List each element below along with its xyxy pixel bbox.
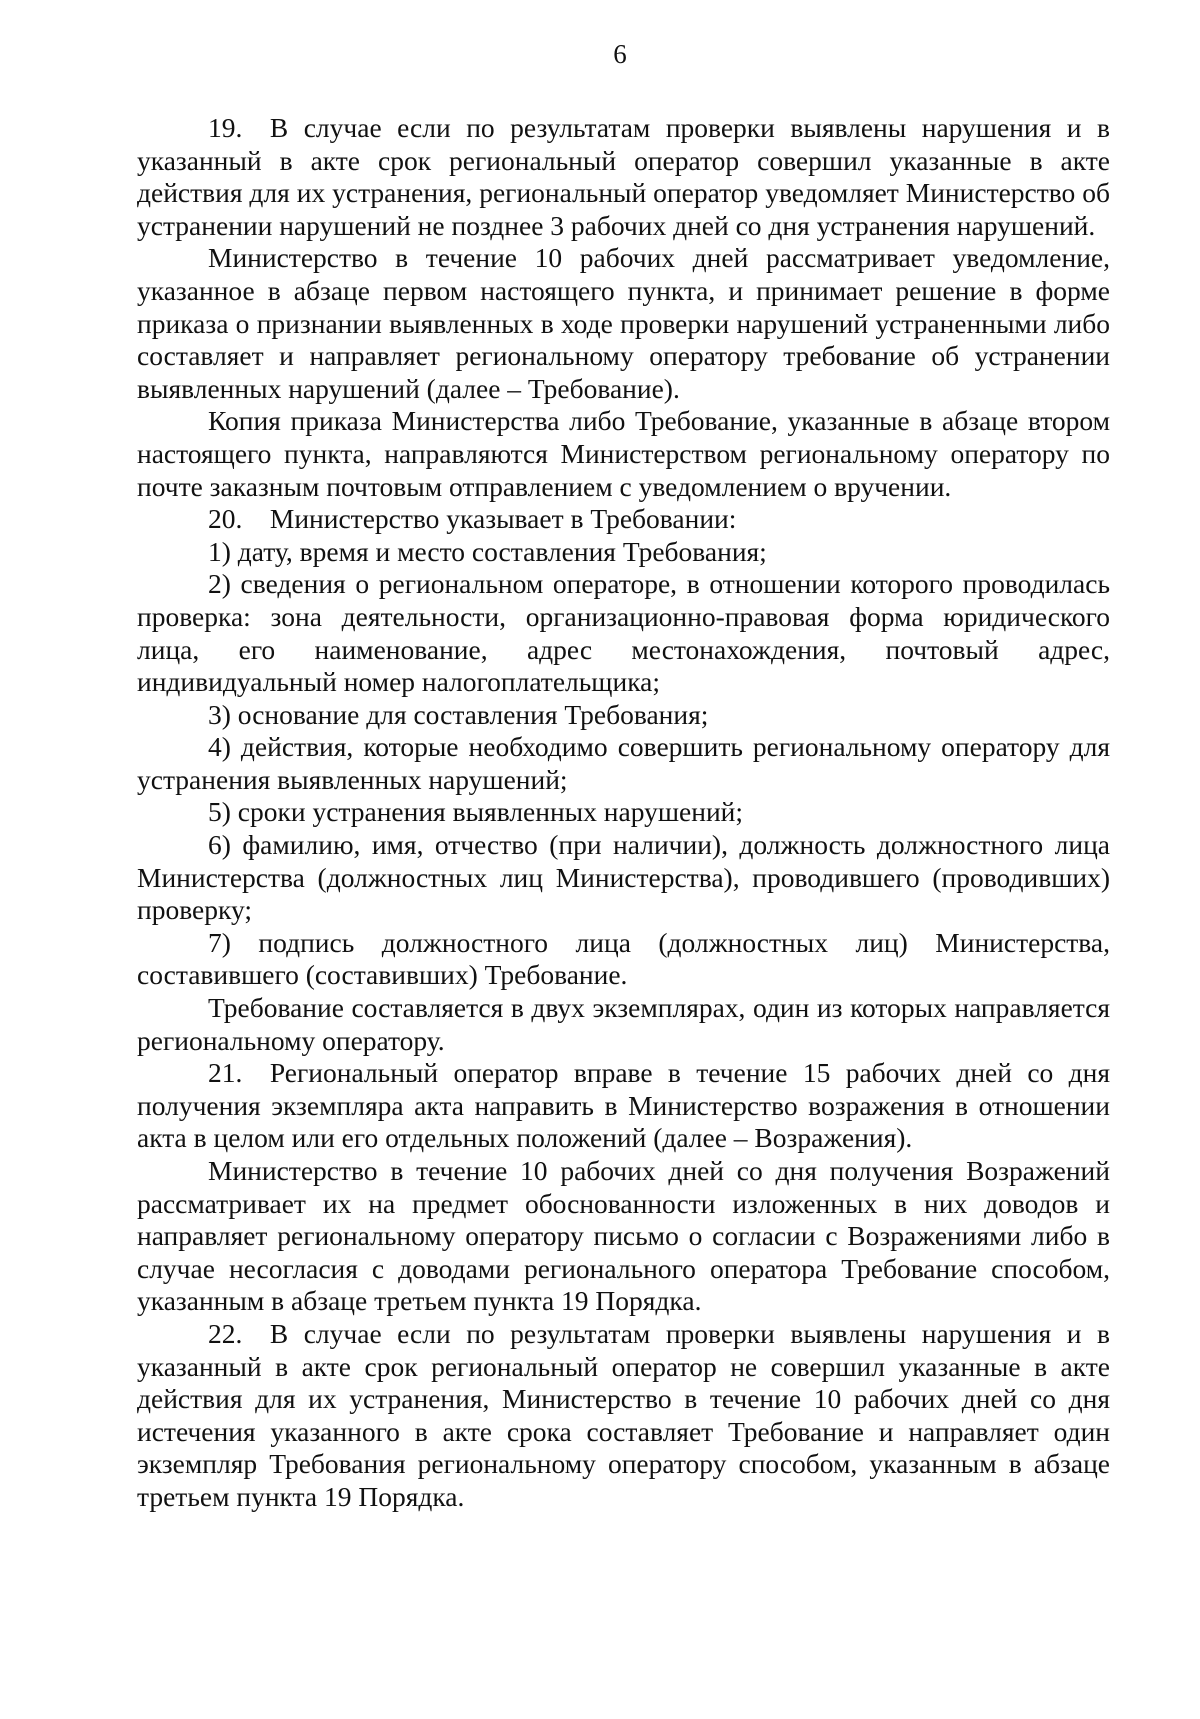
- list-item-3: 3) основание для составления Требования;: [208, 698, 709, 730]
- paragraph-19: 19. В случае если по результатам проверки выявлены нарушения и в указанный в акте срок региональный оператор совершил указанные в акте действия для их устранения, региональный оператор уведомляет Министерство об устранении нарушений не позднее 3 рабочих дней со дня устранения нарушений.: [137, 112, 1110, 241]
- paragraph-20-closing: Требование составляется в двух экземплярах, один из которых направляется региональному оператору.: [137, 992, 1110, 1056]
- list-item-4: 4) действия, которые необходимо совершить региональному оператору для устранения выявленных нарушений;: [137, 731, 1110, 795]
- paragraph-19-third: Копия приказа Министерства либо Требование, указанные в абзаце втором настоящего пункта, направляются Министерством региональному оператору по почте заказным почтовым отправлением с уведомлением о вручении.: [137, 405, 1110, 502]
- list-item-6: 6) фамилию, имя, отчество (при наличии), должность должностного лица Министерства (должностных лиц Министерства), проводившего (проводивших) проверку;: [137, 829, 1110, 926]
- list-item-1: 1) дату, время и место составления Требования;: [208, 535, 767, 567]
- list-item-7: 7) подпись должностного лица (должностных лиц) Министерства, составившего (составивших) Требование.: [137, 926, 1110, 991]
- paragraph-22: 22. В случае если по результатам проверки выявлены нарушения и в указанный в акте срок региональный оператор не совершил указанные в акте действия для их устранения, Министерство в течение 10 рабочих дней со дня истечения указанного в акте срока составляет Требование и направляет один экземпляр Требования региональному оператору способом, указанным в абзаце третьем пункта 19 Порядка.: [137, 1317, 1110, 1512]
- list-item-5: 5) сроки устранения выявленных нарушений;: [208, 796, 744, 828]
- paragraph-21: 21. Региональный оператор вправе в течение 15 рабочих дней со дня получения экземпляра акта направить в Министерство возражения в отношении акта в целом или его отдельных положений (далее – Возражения).: [137, 1057, 1110, 1154]
- page-number: 6: [613, 39, 627, 69]
- paragraph-21-second: Министерство в течение 10 рабочих дней со дня получения Возражений рассматривает их на предмет обоснованности изложенных в них доводов и направляет региональному оператору письмо о согласии с Возражениями либо в случае несогласия с доводами регионального оператора Требование способом, указанным в абзаце третьем пункта 19 Порядка.: [137, 1155, 1110, 1317]
- paragraph-20: 20. Министерство указывает в Требовании:: [208, 503, 737, 535]
- paragraph-19-second: Министерство в течение 10 рабочих дней рассматривает уведомление, указанное в абзаце первом настоящего пункта, и принимает решение в форме приказа о признании выявленных в ходе проверки нарушений устраненными либо составляет и направляет региональному оператору требование об устранении выявленных нарушений (далее – Требование).: [137, 242, 1110, 404]
- list-item-2: 2) сведения о региональном операторе, в отношении которого проводилась проверка: зона деятельности, организационно-правовая форма юридического лица, его наименование, адрес местонахождения, почтовый адрес, индивидуальный номер налогоплательщика;: [137, 568, 1110, 698]
- document-body: [137, 112, 1110, 1514]
